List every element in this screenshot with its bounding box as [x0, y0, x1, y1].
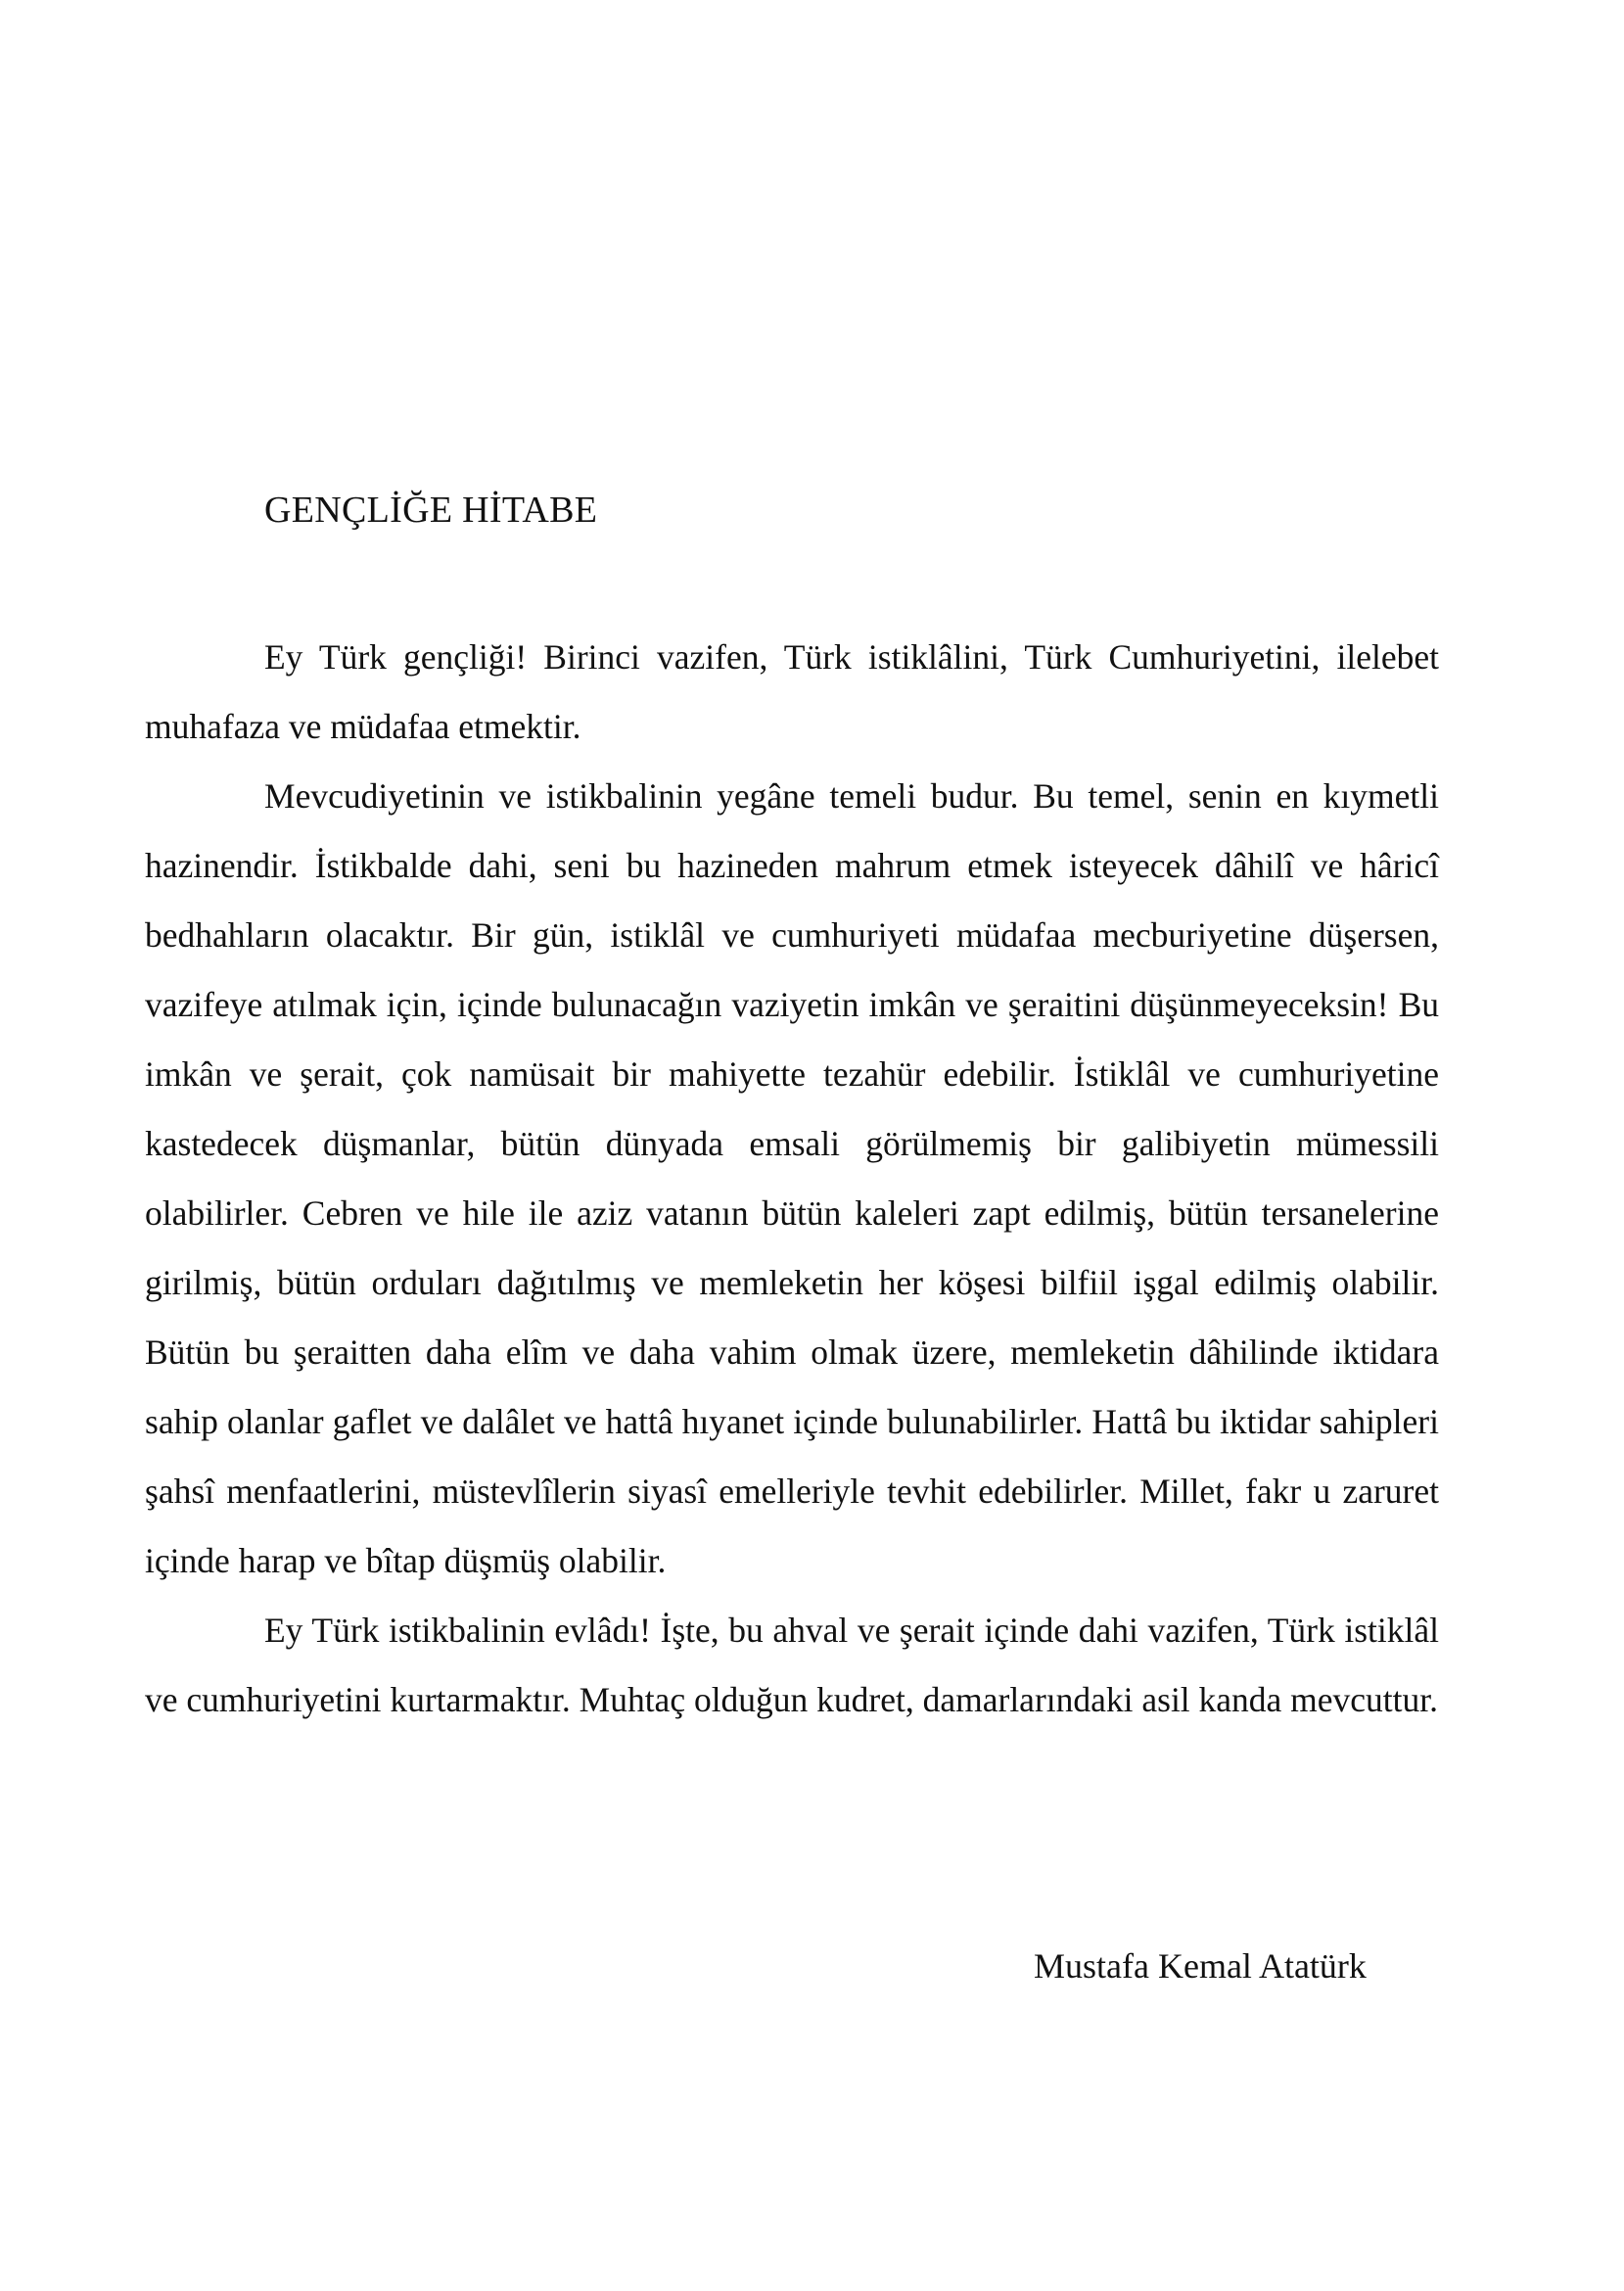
- paragraph-1: Ey Türk gençliği! Birinci vazifen, Türk istiklâlini, Türk Cumhuriyetini, ilelebet muhafaza ve müdafaa etmektir.: [145, 637, 1439, 746]
- paragraph-2: Mevcudiyetinin ve istikbalinin yegâne temeli budur. Bu temel, senin en kıymetli hazinendir. İstikbalde dahi, seni bu hazineden mahrum etmek isteyecek dâhilî ve hâricî bedhahların olacaktır. Bir gün, istiklâl ve cumhuriyeti müdafaa mecburiyetine düşersen, vazifeye atılmak için, içinde bulunacağın vaziyetin imkân ve şeraitini düşünmeyeceksin! Bu imkân ve şerait, çok namüsait bir mahiyette tezahür edebilir. İstiklâl ve cumhuriyetine kastedecek düşmanlar, bütün dünyada emsali görülmemiş bir galibiyetin mümessili olabilirler. Cebren ve hile ile aziz vatanın bütün kaleleri zapt edilmiş, bütün tersanelerine girilmiş, bütün orduları dağıtılmış ve memleketin her köşesi bilfiil işgal edilmiş olabilir. Bütün bu şeraitten daha elîm ve daha vahim olmak üzere, memleketin dâhilinde iktidara sahip olanlar gaflet ve dalâlet ve hattâ hıyanet içinde bulunabilirler. Hattâ bu iktidar sahipleri şahsî menfaatlerini, müstevlîlerin siyasî emelleriyle tevhit edebilirler. Millet, fakr u zaruret içinde harap ve bîtap düşmüş olabilir.: [145, 776, 1439, 1580]
- document-title: GENÇLİĞE HİTABE: [264, 490, 598, 531]
- document-body: [145, 623, 1439, 1735]
- author-signature: Mustafa Kemal Atatürk: [1034, 1946, 1367, 1986]
- paragraph-3: Ey Türk istikbalinin evlâdı! İşte, bu ahval ve şerait içinde dahi vazifen, Türk istiklâl ve cumhuriyetini kurtarmaktır. Muhtaç olduğun kudret, damarlarındaki asil kanda mevcuttur.: [145, 1611, 1439, 1719]
